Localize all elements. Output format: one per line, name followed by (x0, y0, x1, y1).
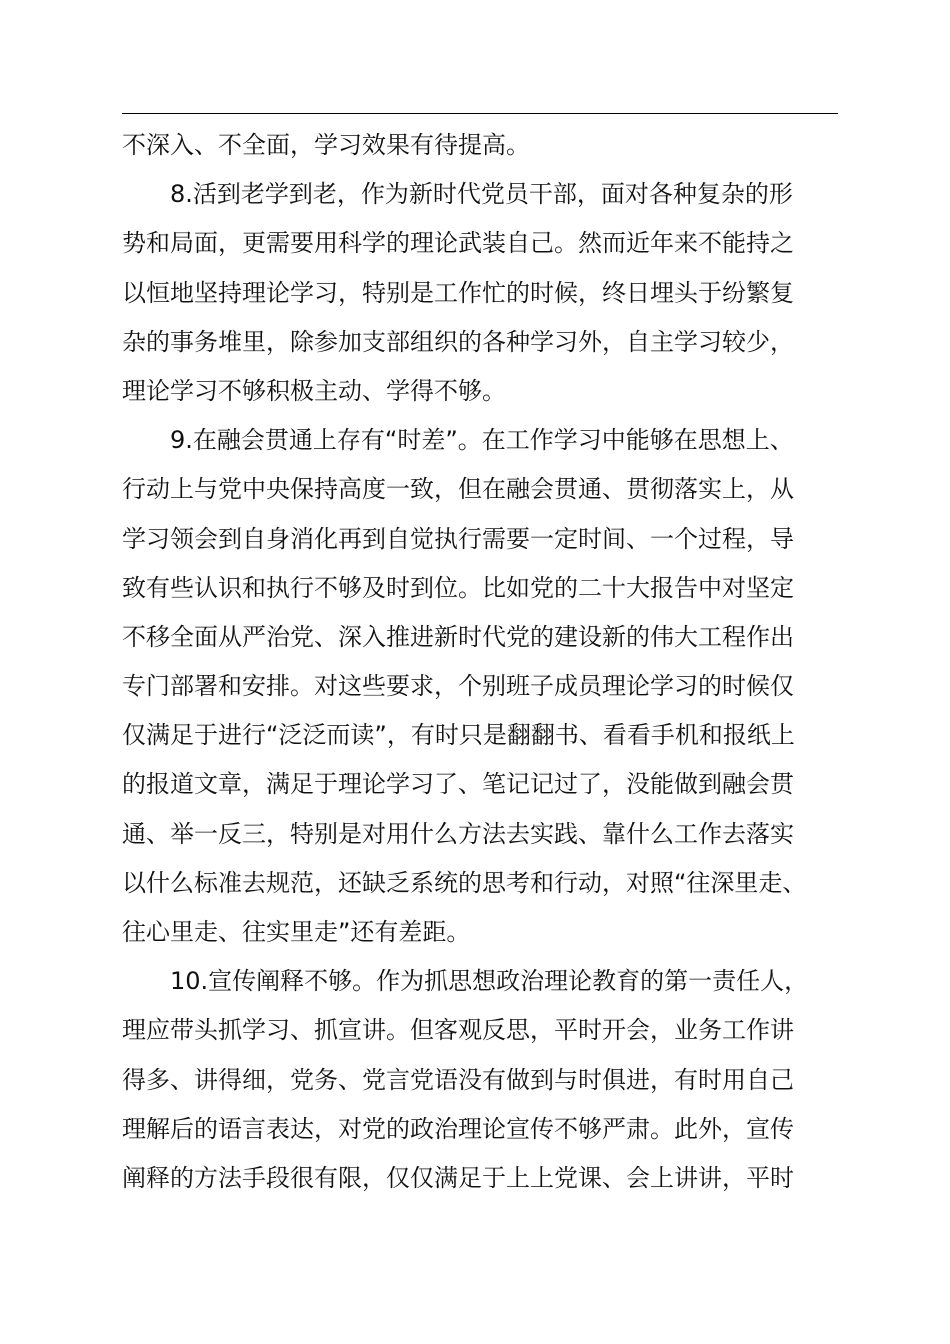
paragraph-first-line: 8.活到老学到老，作为新时代党员干部，面对各种复杂的形 (170, 180, 793, 209)
text-line: 不深入、不全面，学习效果有待提高。 (122, 131, 530, 159)
header-rule (122, 113, 838, 114)
text-line: 仅满足于进行“泛泛而读”，有时只是翻翻书、看看手机和报纸上 (122, 721, 795, 750)
text-line: 阐释的方法手段很有限，仅仅满足于上上党课、会上讲讲，平时 (122, 1163, 794, 1192)
text-line: 不移全面从严治党、深入推进新时代党的建设新的伟大工程作出 (122, 622, 794, 651)
paragraph-first-line: 9.在融会贯通上存有“时差”。在工作学习中能够在思想上、 (170, 426, 794, 455)
text-line: 以恒地坚持理论学习，特别是工作忙的时候，终日埋头于纷繁复 (122, 278, 794, 307)
paragraph-first-line: 10.宣传阐释不够。作为抓思想政治理论教育的第一责任人， (170, 967, 809, 996)
text-line: 势和局面，更需要用科学的理论武装自己。然而近年来不能持之 (122, 229, 794, 258)
text-line: 得多、讲得细，党务、党言党语没有做到与时俱进，有时用自己 (122, 1065, 794, 1094)
text-line: 以什么标准去规范，还缺乏系统的思考和行动，对照“往深里走、 (122, 868, 807, 897)
text-line: 杂的事务堆里，除参加支部组织的各种学习外，自主学习较少， (122, 327, 794, 356)
document-body (122, 121, 838, 1203)
text-line: 行动上与党中央保持高度一致，但在融会贯通、贯彻落实上，从 (122, 475, 794, 504)
text-line: 通、举一反三，特别是对用什么方法去实践、靠什么工作去落实 (122, 819, 794, 848)
text-line: 理应带头抓学习、抓宣讲。但客观反思，平时开会，业务工作讲 (122, 1016, 794, 1045)
text-line: 专门部署和安排。对这些要求，个别班子成员理论学习的时候仅 (122, 672, 794, 701)
text-line: 致有些认识和执行不够及时到位。比如党的二十大报告中对坚定 (122, 573, 794, 602)
text-line: 理论学习不够积极主动、学得不够。 (122, 376, 506, 405)
text-line: 理解后的语言表达，对党的政治理论宣传不够严肃。此外，宣传 (122, 1114, 794, 1143)
text-line: 往心里走、往实里走”还有差距。 (122, 918, 471, 946)
text-line: 学习领会到自身消化再到自觉执行需要一定时间、一个过程，导 (122, 524, 794, 553)
text-line: 的报道文章，满足于理论学习了、笔记记过了，没能做到融会贯 (122, 770, 794, 799)
